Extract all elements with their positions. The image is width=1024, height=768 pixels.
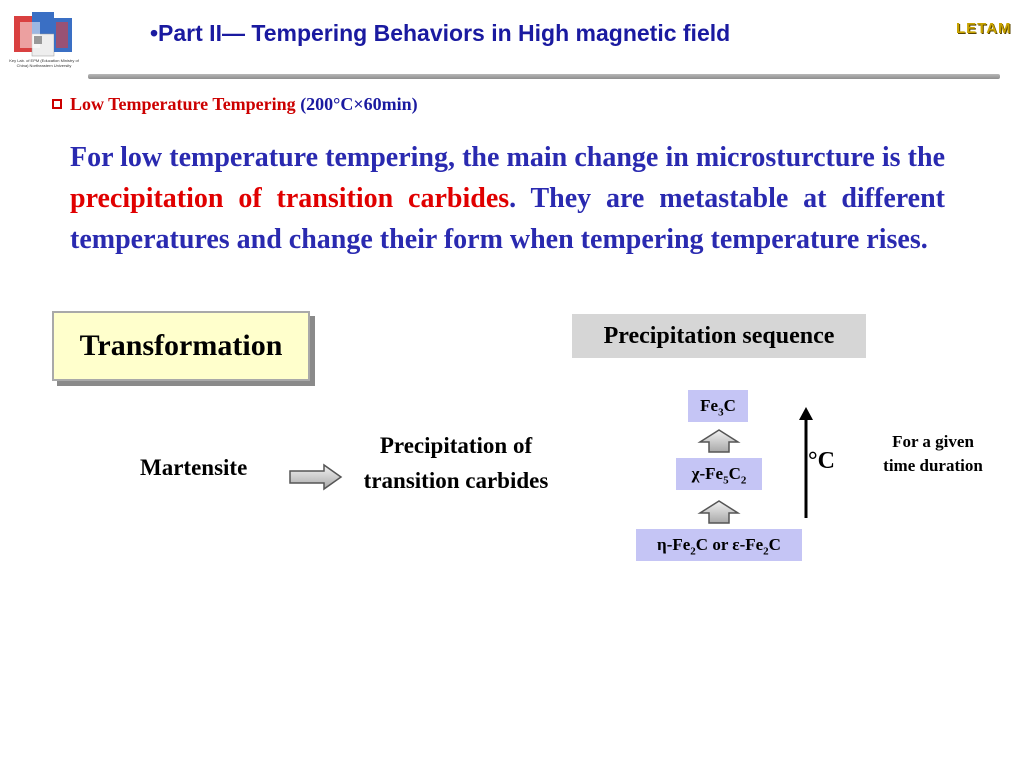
- header-divider: [88, 74, 1000, 79]
- description-paragraph: [70, 137, 945, 260]
- time-duration-note: For a given time duration: [883, 432, 983, 475]
- right-arrow-icon: [288, 463, 344, 491]
- subtitle-main: Low Temperature Tempering: [70, 94, 296, 114]
- sequence-heading-box: Precipitation sequence: [572, 314, 866, 358]
- up-arrow-icon: [697, 499, 741, 525]
- brand-logo: LETAM: [956, 20, 1012, 37]
- university-logo: [10, 8, 78, 64]
- up-arrow-icon: [697, 428, 741, 454]
- temperature-unit: °C: [808, 448, 835, 474]
- precipitation-label: Precipitation of transition carbides: [363, 433, 549, 493]
- section-subtitle: [52, 94, 418, 115]
- paragraph-part-1: For low temperature tempering, the main change in microsturcture is the: [70, 142, 945, 173]
- logo-caption: Key Lab. of EPM (Education Ministry of China) Northeastern University: [9, 58, 79, 68]
- subtitle-condition: (200°C×60min): [300, 94, 418, 114]
- phase-fe3c: $Fe_3C$: [688, 390, 748, 422]
- checkbox-bullet-icon: [52, 99, 62, 109]
- transformation-heading-box: Transformation: [52, 311, 310, 381]
- slide-title: •Part II— Tempering Behaviors in High magnetic field: [150, 20, 731, 46]
- martensite-label: Martensite: [140, 455, 248, 480]
- paragraph-highlight: precipitation of transition carbides: [70, 183, 510, 214]
- phase-chi-fe5c2: $\chi-Fe_5C_2$: [676, 458, 762, 490]
- phase-eta-epsilon-fe2c: $\eta-Fe_2C$ or $\varepsilon-Fe_2C$: [636, 529, 802, 561]
- paragraph-part-2: . They are metastable at different temperatures and change their form when tempering temperature rises.: [70, 183, 945, 255]
